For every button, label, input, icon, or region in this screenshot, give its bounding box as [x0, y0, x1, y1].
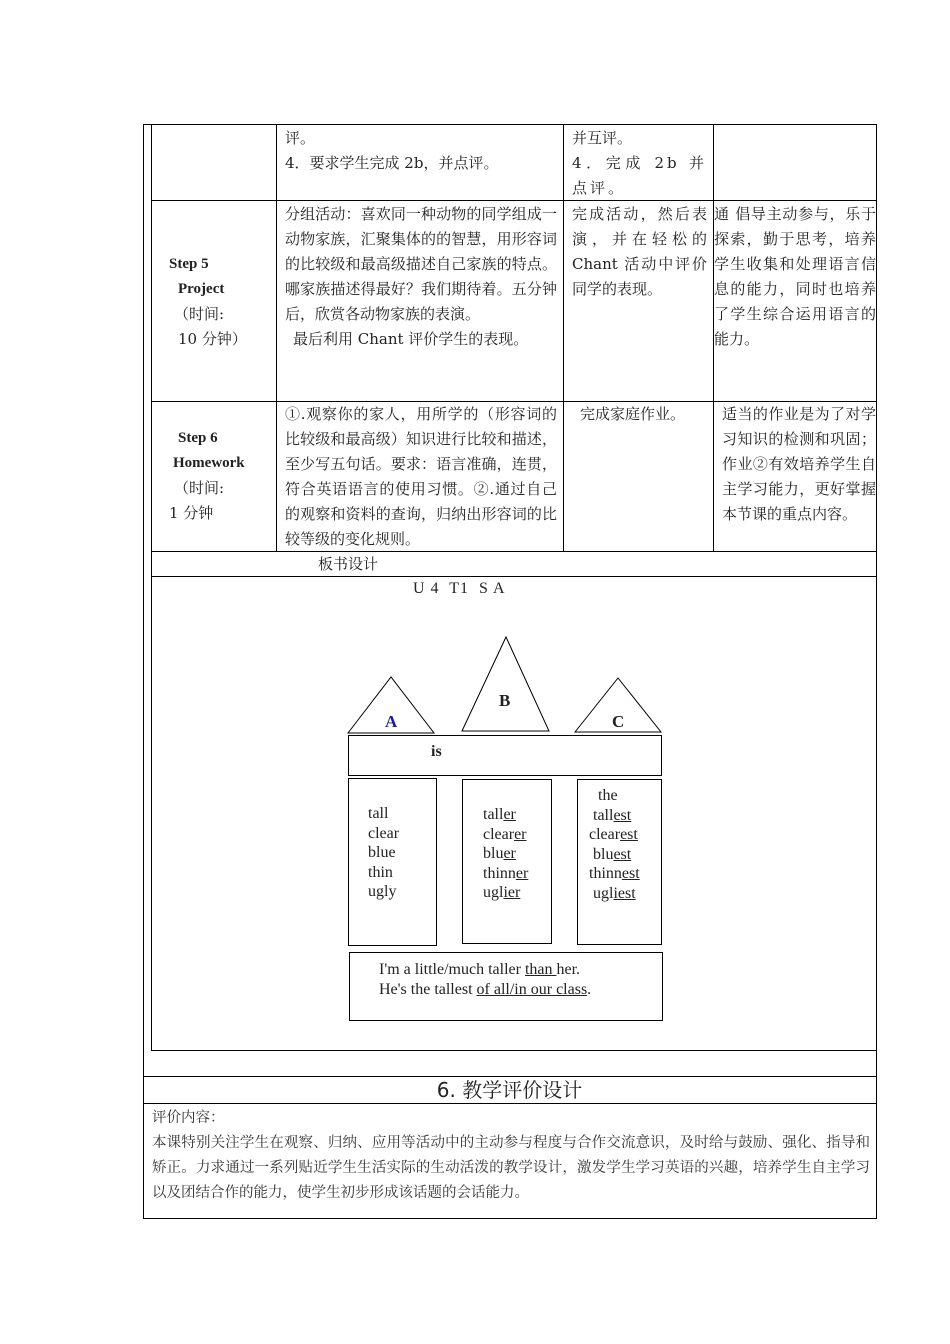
step5-student-activity: 完成活动，然后表演，并在轻松的 Chant 活动中评价同学的表现。: [572, 205, 707, 298]
step5-label: Step 5 Project （时间: 10 分钟）: [169, 256, 247, 348]
evaluation-body: 本课特别关注学生在观察、归纳、应用等活动中的主动参与程度与合作交流意识，及时给与鼓励、强化、指导和矫正。力求通过一系列贴近学生生活实际的生动活泼的教学设计，激发学生学习英语的兴趣，培养学生自主学习以及团结合作的能力，使学生初步形成该话题的会话能力。: [152, 1135, 870, 1201]
example-sentence-2: He's the tallest of all/in our class.: [379, 980, 592, 998]
list-item: clearer: [483, 825, 527, 843]
step5-design-intent: 通 倡导主动参与，乐于探索，勤于思考，培养学生收集和处理语言信息的能力，同时也培养了学生综合运用语言的能力。: [714, 205, 876, 348]
row-divider-4: [151, 576, 876, 577]
step6-teacher-activity: ①.观察你的家人，用所学的（形容词的比较级和最高级）知识进行比较和描述， 至少写五句话。要求：语言准确，连贯，符合英语语言的使用习惯。②.通过自己的观察和资料的查询，归纳出形容词的比较等级的变化规则。: [285, 405, 557, 548]
section-title: 6. 教学评价设计: [436, 1078, 583, 1102]
step6-design-intent: 适当的作业是为了对学习知识的检测和巩固；作业②有效培养学生自主学习能力，更好掌握本节课的重点内容。: [722, 405, 876, 523]
evaluation-label: 评价内容：: [152, 1110, 225, 1126]
list-item: bluest: [593, 845, 632, 863]
board-design-heading: 板书设计: [318, 555, 379, 573]
list-item: uglier: [483, 884, 521, 901]
list-item: thinner: [483, 864, 529, 882]
is-bar: [348, 735, 662, 776]
superlative-column: the tallest clearest bluest thinnest ugliest: [577, 779, 662, 945]
step6-student-activity: 完成家庭作业。: [580, 405, 686, 423]
list-item: taller: [483, 806, 516, 823]
top-teacher-cell: 评。 4．要求学生完成 2b，并点评。: [285, 129, 499, 172]
col-divider-2: [563, 124, 564, 551]
table-left-border: [151, 124, 152, 1051]
step6-label: Step 6 Homework （时间: 1 分钟: [169, 430, 245, 522]
comparative-column: [462, 779, 552, 944]
row-divider-5: [151, 1050, 876, 1051]
board-title: U 4 T1 S A: [413, 580, 506, 597]
roof-label-b: B: [499, 691, 511, 710]
list-item: thinnest: [589, 865, 640, 882]
row-divider-1: [151, 200, 876, 201]
list-item: bluer: [483, 845, 516, 862]
example-sentence-1: I'm a little/much taller than her.: [379, 961, 581, 978]
step5-teacher-activity: 分组活动：喜欢同一种动物的同学组成一动物家族，汇聚集体的的智慧，用形容词的比较级和最高级描述自己家族的特点。哪家族描述得最好？我们期待着。五分钟后，欣赏各动物家族的表演。 最后利用 Chant 评价学生的表现。: [285, 205, 557, 348]
list-item: clearest: [589, 826, 638, 843]
col-divider-1: [276, 124, 277, 551]
top-student-cell: 并互评。 4．完成 2b 并点评。: [572, 129, 707, 197]
evaluation-content: [152, 1106, 870, 1206]
example-sentences-box: [349, 952, 663, 1021]
list-item: ugliest: [593, 884, 636, 902]
list-item: tallest: [593, 806, 632, 824]
table-right-border: [876, 124, 877, 1219]
is-label: is: [431, 743, 442, 760]
base-form-column: tall clear blue thin ugly: [348, 778, 437, 946]
roof-label-a: A: [385, 712, 398, 731]
row-divider-7: [143, 1103, 876, 1104]
roof-label-c: C: [612, 712, 625, 731]
roof-triangle-b: [462, 637, 549, 731]
